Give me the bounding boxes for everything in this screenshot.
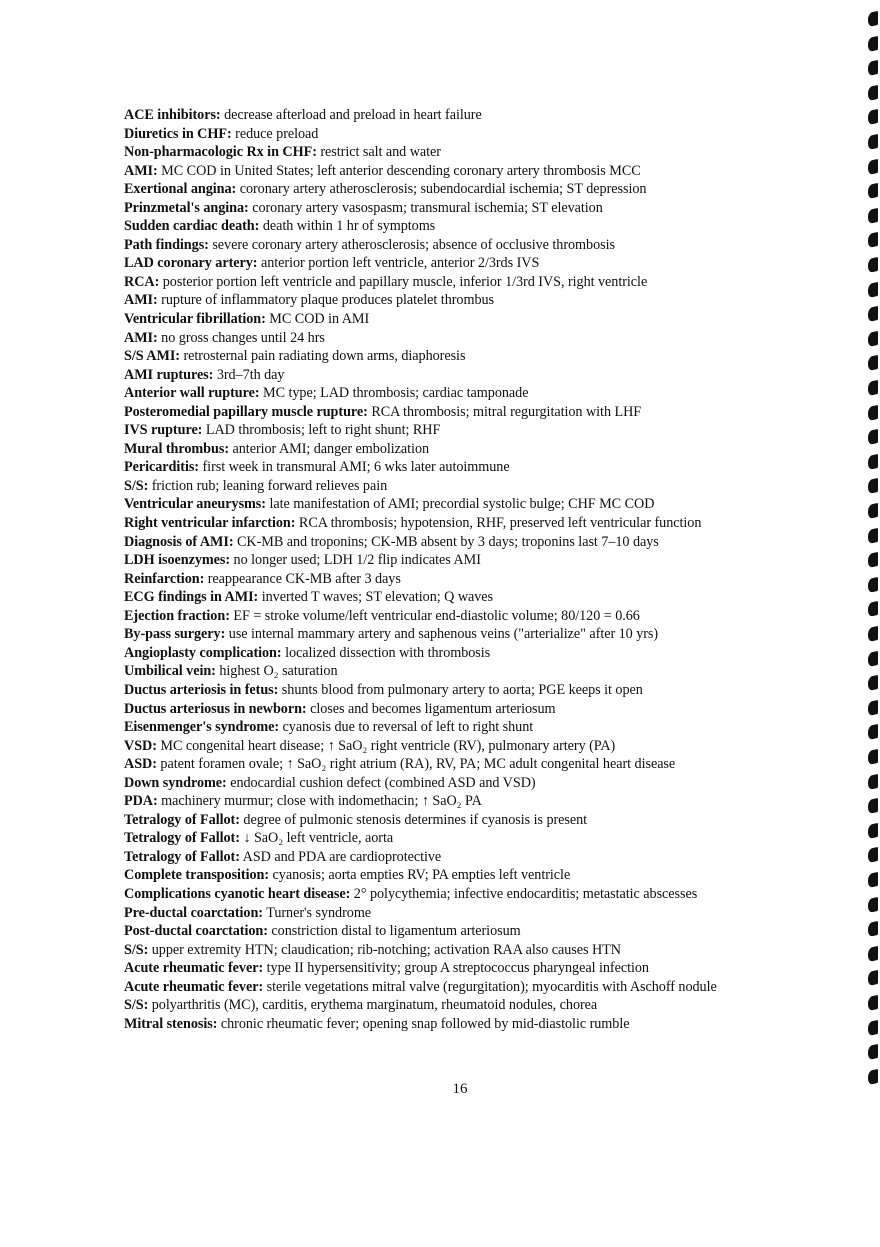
note-text: LAD thrombosis; left to right shunt; RHF [202,422,441,439]
note-line [124,273,824,292]
note-line [124,440,824,459]
binding-hole [868,109,878,125]
note-line [124,1015,824,1034]
binding-hole [868,11,878,27]
note-term: S/S: [124,997,149,1014]
note-line [124,625,824,644]
note-line [124,495,824,514]
binding-hole [868,1020,878,1036]
note-text: rupture of inflammatory plaque produces platelet thrombus [157,292,495,309]
note-text: 3rd–7th day [213,366,285,383]
note-term: LDH isoenzymes: [124,552,231,569]
note-text: CK-MB and troponins; CK-MB absent by 3 days; troponins last 7–10 days [233,533,659,550]
note-term: Posteromedial papillary muscle rupture: [124,403,368,420]
binding-hole [868,528,878,544]
note-term: ASD: [124,756,157,773]
note-line [124,236,824,255]
note-text: RCA thrombosis; hypotension, RHF, preserved left ventricular function [295,515,702,532]
note-line [124,755,824,774]
note-term: S/S AMI: [124,348,180,365]
note-line [124,366,824,385]
note-text: upper extremity HTN; claudication; rib-notching; activation RAA also causes HTN [148,941,621,958]
binding-hole [868,282,878,298]
note-line [124,125,824,144]
note-term: Tetralogy of Fallot: [124,848,240,865]
note-line [124,162,824,181]
note-line [124,885,824,904]
note-text: decrease afterload and preload in heart failure [220,107,482,123]
note-text: type II hypersensitivity; group A streptococcus pharyngeal infection [263,960,649,977]
binding-hole [868,847,878,863]
note-term: Complete transposition: [124,867,270,884]
note-term: Pre-ductal coarctation: [124,904,263,921]
note-text: use internal mammary artery and saphenous veins ("arterialize" after 10 yrs) [225,626,659,643]
note-term: Diuretics in CHF: [124,125,232,142]
note-term: AMI: [124,292,158,309]
note-term: Acute rheumatic fever: [124,978,264,995]
note-text: cyanosis due to reversal of left to right shunt [279,719,534,736]
note-line [124,607,824,626]
binding-hole [868,823,878,839]
note-term: Post-ductal coarctation: [124,923,268,940]
note-text: coronary artery vasospasm; transmural ischemia; ST elevation [248,199,603,216]
note-line [124,106,824,125]
binding-hole [868,651,878,667]
binding-hole [868,946,878,962]
note-text: restrict salt and water [316,144,441,161]
note-line [124,588,824,607]
note-text: first week in transmural AMI; 6 wks later autoimmune [199,459,510,476]
note-text: chronic rheumatic fever; opening snap followed by mid-diastolic rumble [217,1015,630,1032]
note-line [124,941,824,960]
note-text: machinery murmur; close with indomethacin; ↑ SaO₂ PA [157,793,482,810]
binding-hole [868,208,878,224]
binding-hole [868,355,878,371]
note-text: ↓ SaO₂ left ventricle, aorta [239,830,394,847]
binding-hole [868,232,878,248]
note-term: Mitral stenosis: [124,1015,218,1032]
note-text: patent foramen ovale; ↑ SaO₂ right atrium (RA), RV, PA; MC adult congenital heart disease [156,756,676,773]
note-line [124,217,824,236]
binding-hole [868,1069,878,1085]
note-term: Exertional angina: [124,181,237,198]
note-line [124,477,824,496]
note-text: degree of pulmonic stenosis determines if cyanosis is present [239,811,588,828]
note-term: Sudden cardiac death: [124,218,260,235]
note-line [124,291,824,310]
note-text: localized dissection with thrombosis [281,644,491,661]
binding-hole [868,577,878,593]
note-line [124,143,824,162]
note-line [124,570,824,589]
note-term: LAD coronary artery: [124,255,258,272]
note-text: EF = stroke volume/left ventricular end-diastolic volume; 80/120 = 0.66 [229,607,640,624]
note-line [124,199,824,218]
note-text: highest O₂ saturation [215,663,338,680]
note-text: cyanosis; aorta empties RV; PA empties left ventricle [269,867,571,884]
binding-hole [868,1044,878,1060]
note-line [124,347,824,366]
note-line [124,700,824,719]
note-line [124,904,824,923]
note-line [124,718,824,737]
binding-hole [868,872,878,888]
note-line [124,180,824,199]
note-text: MC COD in United States; left anterior descending coronary artery thrombosis MCC [157,162,641,179]
note-line [124,533,824,552]
note-line [124,551,824,570]
binding-hole [868,552,878,568]
note-term: Ductus arteriosis in fetus: [124,681,279,698]
note-term: AMI ruptures: [124,366,214,383]
note-term: RCA: [124,273,160,290]
binding-hole [868,897,878,913]
note-text: sterile vegetations mitral valve (regurgitation); myocarditis with Aschoff nodule [263,978,717,995]
note-line [124,959,824,978]
note-text: reappearance CK-MB after 3 days [204,570,401,587]
note-line [124,978,824,997]
note-line [124,329,824,348]
note-term: By-pass surgery: [124,626,226,643]
note-line [124,996,824,1015]
note-text: death within 1 hr of symptoms [259,218,436,235]
note-term: Reinfarction: [124,570,205,587]
note-term: Mural thrombus: [124,440,230,457]
note-text: MC congenital heart disease; ↑ SaO₂ right ventricle (RV), pulmonary artery (PA) [156,737,616,754]
note-term: Tetralogy of Fallot: [124,811,240,828]
note-line [124,866,824,885]
binding-hole [868,921,878,937]
binding-hole [868,503,878,519]
note-term: Non-pharmacologic Rx in CHF: [124,144,317,161]
note-term: Umbilical vein: [124,663,216,680]
note-line [124,403,824,422]
binding-hole [868,749,878,765]
binding-hole [868,134,878,150]
binding-hole [868,159,878,175]
note-text: closes and becomes ligamentum arteriosum [306,700,556,717]
note-term: Anterior wall rupture: [124,385,260,402]
note-text: friction rub; leaning forward relieves pain [148,477,388,494]
note-term: Prinzmetal's angina: [124,199,249,216]
note-line [124,848,824,867]
binding-hole [868,724,878,740]
binding-hole [868,85,878,101]
binding-hole [868,995,878,1011]
note-term: Ductus arteriosus in newborn: [124,700,307,717]
note-term: Ejection fraction: [124,607,230,624]
note-text: coronary artery atherosclerosis; subendocardial ischemia; ST depression [236,181,647,198]
binding-hole [868,601,878,617]
note-text: Turner's syndrome [262,904,372,921]
note-text: retrosternal pain radiating down arms, diaphoresis [179,348,466,365]
note-line [124,662,824,681]
note-term: Right ventricular infarction: [124,515,296,532]
note-text: MC type; LAD thrombosis; cardiac tamponade [259,385,529,402]
binding-hole [868,306,878,322]
note-text: severe coronary artery atherosclerosis; absence of occlusive thrombosis [208,236,615,253]
note-line [124,681,824,700]
note-term: AMI: [124,329,158,346]
binding-hole [868,36,878,52]
note-term: Acute rheumatic fever: [124,960,264,977]
note-line [124,458,824,477]
binding-hole [868,429,878,445]
binding-hole [868,798,878,814]
note-line [124,421,824,440]
note-text: late manifestation of AMI; precordial systolic bulge; CHF MC COD [265,496,655,513]
binding-hole [868,183,878,199]
note-line [124,737,824,756]
note-term: AMI: [124,162,158,179]
note-term: VSD: [124,737,157,754]
binding-hole [868,257,878,273]
binding-hole [868,405,878,421]
note-term: Eisenmenger's syndrome: [124,719,280,736]
note-text: RCA thrombosis; mitral regurgitation with LHF [367,403,642,420]
note-term: Down syndrome: [124,774,227,791]
binding-hole [868,454,878,470]
note-term: Complications cyanotic heart disease: [124,885,351,902]
binding-hole [868,970,878,986]
note-text: endocardial cushion defect (combined ASD and VSD) [226,774,536,791]
note-line [124,310,824,329]
binding-hole [868,380,878,396]
note-line [124,792,824,811]
binding-hole [868,675,878,691]
note-line [124,811,824,830]
note-text: ASD and PDA are cardioprotective [239,848,442,865]
note-term: Ventricular aneurysms: [124,496,266,513]
note-text: shunts blood from pulmonary artery to aorta; PGE keeps it open [278,681,643,698]
note-term: Tetralogy of Fallot: [124,830,240,847]
note-line [124,514,824,533]
binding-hole [868,626,878,642]
note-line [124,254,824,273]
note-text: inverted T waves; ST elevation; Q waves [258,589,494,606]
note-term: Path findings: [124,236,209,253]
note-term: PDA: [124,793,158,810]
note-term: S/S: [124,477,149,494]
note-text: posterior portion left ventricle and papillary muscle, inferior 1/3rd IVS, right ventricle [159,273,648,290]
note-line [124,774,824,793]
note-text: polyarthritis (MC), carditis, erythema marginatum, rheumatoid nodules, chorea [148,997,598,1014]
note-term: Angioplasty complication: [124,644,282,661]
note-text: no gross changes until 24 hrs [157,329,325,346]
note-line [124,644,824,663]
binding-hole [868,700,878,716]
note-term: Ventricular fibrillation: [124,311,266,328]
binding-hole [868,331,878,347]
notes-list [124,106,824,1033]
note-line [124,922,824,941]
note-text: anterior AMI; danger embolization [229,440,430,457]
note-text: MC COD in AMI [265,311,370,328]
note-line [124,384,824,403]
binding-hole [868,60,878,76]
note-text: constriction distal to ligamentum arteriosum [267,923,521,940]
note-text: 2° polycythemia; infective endocarditis; metastatic abscesses [350,885,698,902]
note-text: no longer used; LDH 1/2 flip indicates AMI [230,552,481,569]
note-term: Diagnosis of AMI: [124,533,234,550]
spiral-binding-holes [866,0,880,1247]
note-term: S/S: [124,941,149,958]
note-term: ECG findings in AMI: [124,589,259,606]
binding-hole [868,774,878,790]
note-text: anterior portion left ventricle, anterior 2/3rds IVS [257,255,540,272]
note-term: IVS rupture: [124,422,203,439]
note-text: reduce preload [231,125,319,142]
note-term: Pericarditis: [124,459,199,476]
note-term: ACE inhibitors: [124,107,221,123]
page-number: 16 [452,1081,468,1097]
note-line [124,829,824,848]
binding-hole [868,478,878,494]
